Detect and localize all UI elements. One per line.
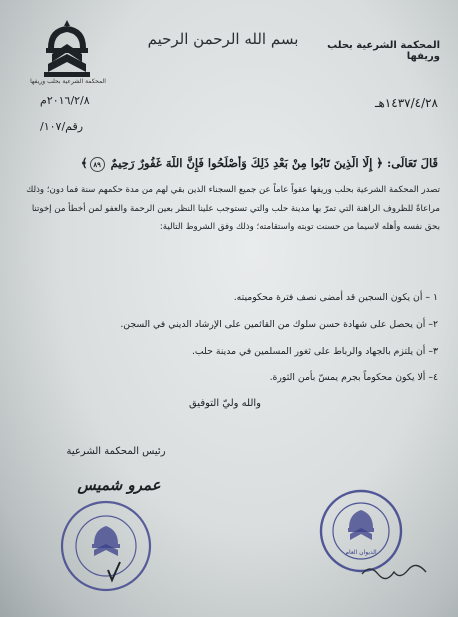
verse-number: ٨٩ <box>90 157 105 172</box>
handwritten-signature-scribble <box>360 560 430 584</box>
court-name: المحكمة الشرعية بحلب وريفها <box>327 40 440 62</box>
decree-body: تصدر المحكمة الشرعية بحلب وريفها عفواً عاماً عن جميع السجناء الذين بقي لهم من مدة حكمهم سنة فما دون؛ وذلك مراعاةً للظروف الراهنة التي تمرّ بها مدينة حلب والتي تستوجب علينا النظر بعين الرحمة والعفو لمن أخطأ من إخوتنا بحق نفسه وأهله لاسيما من حسنت توبته واستقامته؛ وذلك وفق الشروط التالية: <box>26 185 440 232</box>
condition-item: ٣– أن يلتزم بالجهاد والرباط على ثغور المسلمين في مدينة حلب. <box>191 346 438 357</box>
signatory-title: رئيس المحكمة الشرعية <box>66 446 166 457</box>
logo-caption: المحكمة الشرعية بحلب وريفها <box>30 78 106 85</box>
condition-item: ١ – أن يكون السجين قد أمضى نصف فترة محكوميته. <box>233 292 438 303</box>
court-logo <box>40 18 94 80</box>
quran-verse: قَالَ تَعَالَى: ﴿ إِلَّا الَّذِينَ تَابُوا مِنْ بَعْدِ ذَلِكَ وَأَصْلَحُوا فَإِنَّ اللَّهَ غَفُورٌ رَحِيمٌ ٨٩﴾ <box>80 156 438 170</box>
condition-item: ٤– ألا يكون محكوماً بجرم يمسّ بأمن الثورة. <box>269 372 438 383</box>
basmala: بسم الله الرحمن الرحيم <box>147 30 299 48</box>
stamp-caption: الديوان العام <box>345 549 377 556</box>
closing-phrase: والله وليّ التوفيق <box>188 398 262 409</box>
left-court-stamp <box>58 498 154 594</box>
verse-text: قَالَ تَعَالَى: ﴿ إِلَّا الَّذِينَ تَابُوا مِنْ بَعْدِ ذَلِكَ وَأَصْلَحُوا فَإِنَّ اللَّهَ غَفُورٌ رَحِيمٌ <box>110 156 438 170</box>
gregorian-date: ٢٠١٦/٢/٨م <box>40 94 90 107</box>
signatory-name: عمرو شميس <box>77 476 161 494</box>
reference-number: رقم/١٠٧/ <box>40 120 84 133</box>
condition-item: ٢– أن يحصل على شهادة حسن سلوك من القائمين على الإرشاد الديني في السجن. <box>120 319 438 330</box>
hijri-date: ١٤٣٧/٤/٢٨هـ <box>374 96 438 110</box>
